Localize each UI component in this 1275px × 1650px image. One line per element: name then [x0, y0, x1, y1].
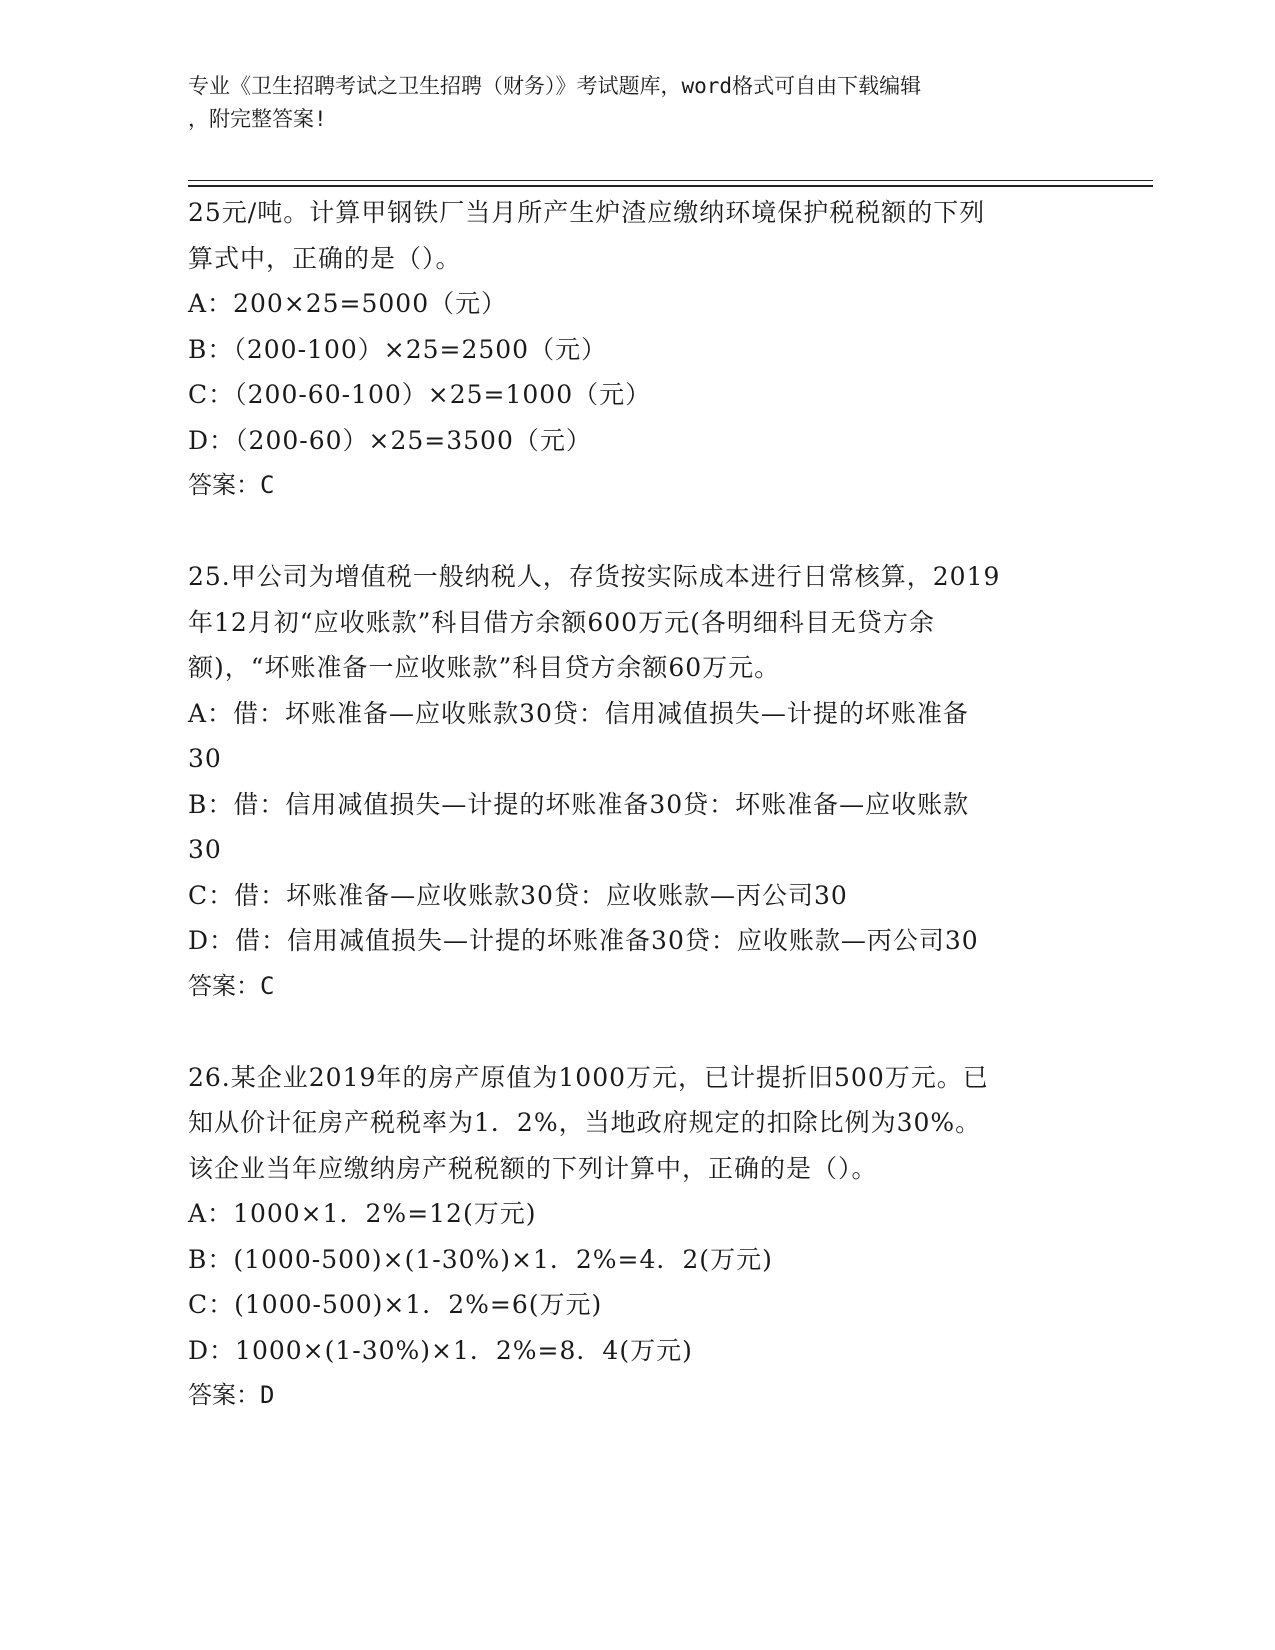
option-a-continued: 30: [188, 744, 222, 773]
question-list: [188, 190, 1088, 1419]
question-24: [188, 190, 1088, 509]
question-stem-line: 该企业当年应缴纳房产税税额的下列计算中，正确的是（）。: [188, 1153, 878, 1183]
spacer: [188, 509, 1088, 555]
option-a: A：200×25=5000（元）: [188, 289, 508, 318]
question-stem-line: 知从价计征房产税税率为1．2%，当地政府规定的扣除比例为30%。: [188, 1108, 982, 1137]
option-b: B：借：信用减值损失—计提的坏账准备30贷：坏账准备—应收账款: [188, 789, 970, 819]
option-d: D：1000×(1-30%)×1．2%=8．4(万元): [188, 1335, 693, 1365]
question-stem-line: 25.甲公司为增值税一般纳税人，存货按实际成本进行日常核算，2019: [188, 562, 1001, 591]
option-b: B：（200-100）×25=2500（元）: [188, 334, 608, 364]
option-c: C：借：坏账准备—应收账款30贷：应收账款—丙公司30: [188, 880, 848, 910]
header-rule-thick: [188, 185, 1153, 187]
option-c: C：(1000-500)×1．2%=6(万元): [188, 1290, 603, 1319]
option-a: A：借：坏账准备—应收账款30贷：信用减值损失—计提的坏账准备: [188, 698, 969, 728]
question-stem-line: 额)，“坏账准备一应收账款”科目贷方余额60万元。: [188, 653, 781, 682]
option-b-continued: 30: [188, 835, 222, 864]
question-stem-line: 26.某企业2019年的房产原值为1000万元，已计提折旧500万元。已: [188, 1062, 989, 1092]
option-a: A：1000×1．2%=12(万元): [188, 1199, 537, 1228]
option-d: D：（200-60）×25=3500（元）: [188, 425, 592, 455]
header-line-2: ，附完整答案!: [188, 107, 327, 131]
header-rule-thin: [188, 180, 1153, 181]
question-stem-line: 年12月初“应收账款”科目借方余额600万元(各明细科目无贷方余: [188, 607, 935, 637]
option-b: B：(1000-500)×(1-30%)×1．2%=4．2(万元): [188, 1244, 773, 1274]
spacer: [188, 1009, 1088, 1055]
header-line-1: 专业《卫生招聘考试之卫生招聘（财务）》考试题库，word格式可自由下载编辑: [188, 74, 922, 98]
answer-line: 答案：C: [188, 971, 275, 1000]
document-header: [188, 70, 1068, 136]
question-26: [188, 1055, 1088, 1419]
option-c: C：（200-60-100）×25=1000（元）: [188, 380, 652, 409]
answer-line: 答案：C: [188, 471, 275, 499]
question-25: [188, 554, 1088, 1009]
question-stem-line: 25元/吨。计算甲钢铁厂当月所产生炉渣应缴纳环境保护税税额的下列: [188, 198, 986, 227]
option-d: D：借：信用减值损失—计提的坏账准备30贷：应收账款—丙公司30: [188, 926, 979, 955]
answer-line: 答案：D: [188, 1381, 275, 1409]
question-stem-line: 算式中，正确的是（）。: [188, 243, 462, 273]
